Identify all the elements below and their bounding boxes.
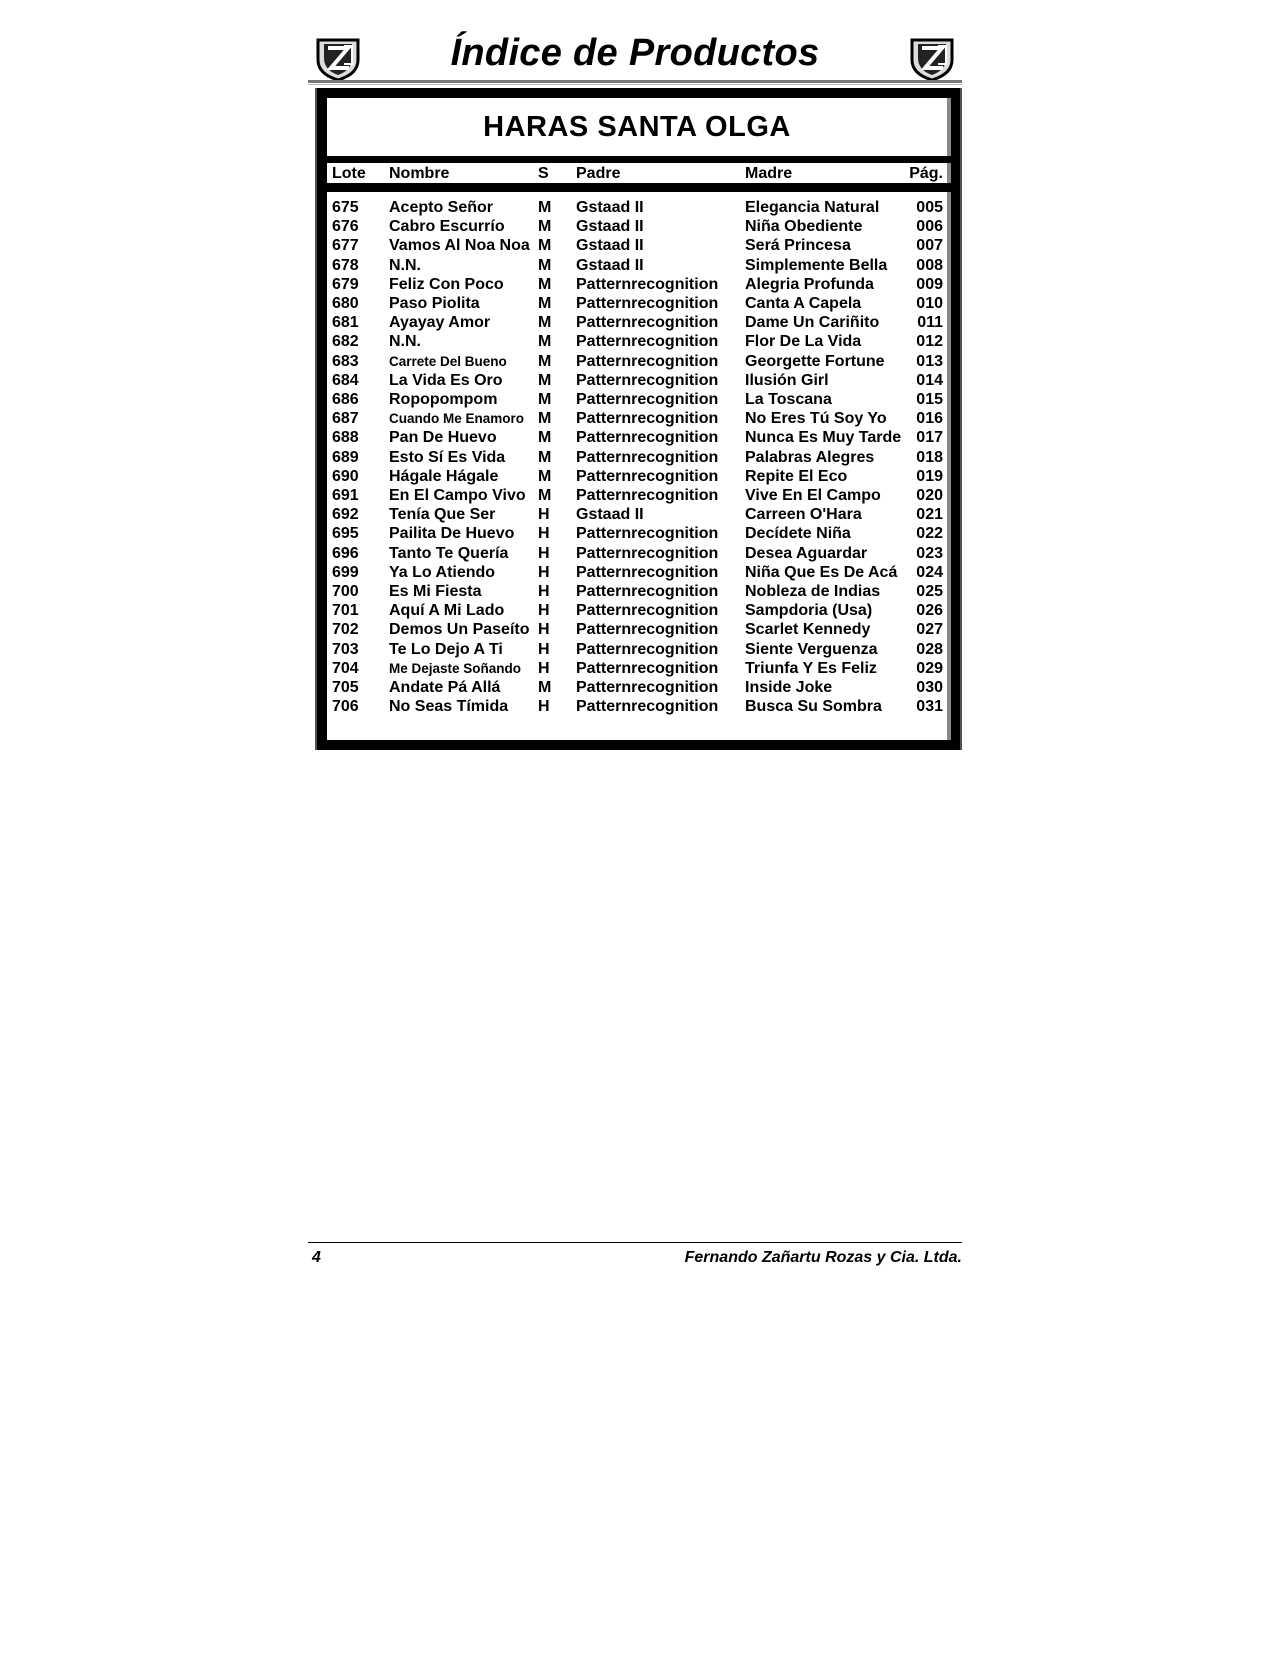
table-row bbox=[327, 582, 947, 601]
cell-nombre: Demos Un Paseíto bbox=[389, 621, 530, 639]
cell-lote: 703 bbox=[332, 640, 359, 658]
table-row bbox=[327, 313, 947, 332]
cell-pagina: 029 bbox=[916, 659, 943, 677]
cell-sexo: M bbox=[538, 333, 552, 351]
table-row bbox=[327, 697, 947, 716]
cell-madre: Repite El Eco bbox=[745, 467, 848, 485]
cell-pagina: 025 bbox=[916, 583, 943, 600]
cell-sexo: M bbox=[538, 429, 552, 447]
cell-pagina: 024 bbox=[916, 563, 943, 581]
cell-padre: Patternrecognition bbox=[576, 525, 719, 543]
table-row bbox=[327, 524, 947, 543]
cell-lote: 684 bbox=[332, 371, 359, 389]
cell-sexo: H bbox=[538, 621, 550, 639]
cell-madre: Carreen O'Hara bbox=[745, 506, 862, 524]
table-row bbox=[327, 467, 947, 486]
cell-lote: 690 bbox=[332, 467, 359, 485]
cell-madre: Canta A Capela bbox=[745, 295, 862, 312]
cell-padre: Gstaad II bbox=[576, 237, 644, 255]
cell-lote: 696 bbox=[332, 544, 359, 562]
cell-padre: Gstaad II bbox=[576, 199, 644, 216]
cell-padre: Patternrecognition bbox=[576, 467, 719, 485]
table-row bbox=[327, 371, 947, 390]
page-number: 4 bbox=[312, 1249, 321, 1266]
cell-sexo: M bbox=[538, 218, 552, 236]
cell-pagina: 017 bbox=[916, 429, 943, 447]
cell-sexo: M bbox=[538, 237, 552, 255]
cell-pagina: 007 bbox=[916, 237, 943, 255]
cell-sexo: H bbox=[538, 583, 550, 600]
cell-nombre: Cabro Escurrío bbox=[389, 218, 505, 236]
cell-madre: Inside Joke bbox=[745, 679, 833, 696]
cell-padre: Patternrecognition bbox=[576, 698, 719, 716]
cell-padre: Patternrecognition bbox=[576, 391, 719, 408]
cell-nombre: Feliz Con Poco bbox=[389, 275, 504, 293]
column-header-padre: Padre bbox=[576, 165, 621, 182]
table-row bbox=[327, 620, 947, 639]
table-row bbox=[327, 601, 947, 620]
cell-madre: Scarlet Kennedy bbox=[745, 621, 871, 639]
cell-sexo: M bbox=[538, 295, 552, 312]
table-row bbox=[327, 275, 947, 294]
table-row bbox=[327, 428, 947, 447]
cell-lote: 683 bbox=[332, 352, 359, 370]
cell-nombre: Esto Sí Es Vida bbox=[389, 448, 506, 466]
cell-sexo: H bbox=[538, 525, 550, 543]
cell-pagina: 018 bbox=[916, 448, 943, 466]
cell-nombre: Vamos Al Noa Noa bbox=[389, 237, 530, 255]
cell-pagina: 021 bbox=[916, 506, 943, 524]
cell-nombre: Acepto Señor bbox=[389, 199, 494, 216]
table-body bbox=[327, 192, 951, 740]
cell-madre: Sampdoria (Usa) bbox=[745, 602, 873, 620]
cell-sexo: H bbox=[538, 506, 550, 524]
cell-lote: 675 bbox=[332, 199, 359, 216]
cell-pagina: 015 bbox=[916, 391, 943, 408]
column-header-lote: Lote bbox=[332, 165, 366, 182]
cell-pagina: 020 bbox=[916, 487, 943, 504]
column-header-nombre: Nombre bbox=[389, 165, 450, 182]
section-title: HARAS SANTA OLGA bbox=[483, 111, 791, 143]
cell-sexo: H bbox=[538, 544, 550, 562]
cell-nombre: No Seas Tímida bbox=[389, 698, 509, 716]
cell-pagina: 027 bbox=[916, 621, 943, 639]
cell-nombre: Te Lo Dejo A Ti bbox=[389, 640, 503, 658]
cell-pagina: 016 bbox=[916, 410, 943, 428]
cell-nombre: Ya Lo Atiendo bbox=[389, 563, 496, 581]
table-row bbox=[327, 563, 947, 582]
cell-pagina: 008 bbox=[916, 256, 943, 274]
cell-padre: Gstaad II bbox=[576, 256, 644, 274]
cell-madre: Niña Que Es De Acá bbox=[745, 563, 898, 581]
cell-nombre: Pailita De Huevo bbox=[389, 525, 515, 543]
cell-pagina: 022 bbox=[916, 525, 943, 543]
cell-lote: 705 bbox=[332, 679, 359, 696]
cell-padre: Patternrecognition bbox=[576, 621, 719, 639]
section-title-box bbox=[327, 98, 951, 156]
cell-lote: 682 bbox=[332, 333, 359, 351]
table-row bbox=[327, 505, 947, 524]
cell-lote: 704 bbox=[332, 659, 359, 677]
cell-padre: Patternrecognition bbox=[576, 295, 719, 312]
cell-sexo: M bbox=[538, 199, 552, 216]
cell-padre: Patternrecognition bbox=[576, 410, 719, 428]
table-row bbox=[327, 448, 947, 467]
cell-pagina: 014 bbox=[916, 371, 943, 389]
cell-madre: Alegria Profunda bbox=[745, 275, 874, 293]
cell-madre: Elegancia Natural bbox=[745, 199, 880, 216]
table-row bbox=[327, 294, 947, 313]
cell-sexo: M bbox=[538, 679, 552, 696]
header-divider bbox=[308, 80, 962, 83]
cell-padre: Patternrecognition bbox=[576, 679, 719, 696]
cell-padre: Patternrecognition bbox=[576, 314, 719, 332]
cell-lote: 689 bbox=[332, 448, 359, 466]
cell-padre: Patternrecognition bbox=[576, 371, 719, 389]
cell-padre: Patternrecognition bbox=[576, 429, 719, 447]
cell-sexo: M bbox=[538, 391, 552, 408]
cell-pagina: 010 bbox=[916, 295, 943, 312]
cell-madre: Siente Verguenza bbox=[745, 640, 878, 658]
table-header-row bbox=[327, 164, 947, 183]
cell-lote: 681 bbox=[332, 314, 359, 332]
cell-sexo: H bbox=[538, 640, 550, 658]
cell-nombre: Pan De Huevo bbox=[389, 429, 497, 447]
page-title: Índice de Productos bbox=[450, 32, 820, 74]
cell-madre: Será Princesa bbox=[745, 237, 851, 255]
cell-nombre: Andate Pá Allá bbox=[389, 679, 501, 696]
cell-lote: 700 bbox=[332, 583, 359, 600]
cell-madre: Nunca Es Muy Tarde bbox=[745, 429, 902, 447]
cell-lote: 686 bbox=[332, 391, 359, 408]
cell-lote: 692 bbox=[332, 506, 359, 524]
cell-nombre: Me Dejaste Soñando bbox=[389, 660, 522, 676]
cell-padre: Patternrecognition bbox=[576, 333, 719, 351]
cell-sexo: H bbox=[538, 698, 550, 716]
cell-lote: 676 bbox=[332, 218, 359, 236]
cell-madre: Ilusión Girl bbox=[745, 371, 829, 389]
cell-padre: Patternrecognition bbox=[576, 563, 719, 581]
cell-pagina: 023 bbox=[916, 544, 943, 562]
cell-madre: Simplemente Bella bbox=[745, 256, 888, 274]
cell-lote: 706 bbox=[332, 698, 359, 716]
cell-sexo: H bbox=[538, 602, 550, 620]
cell-madre: No Eres Tú Soy Yo bbox=[745, 410, 887, 428]
cell-nombre: Carrete Del Bueno bbox=[389, 353, 507, 369]
cell-madre: Nobleza de Indias bbox=[745, 583, 881, 600]
table-row bbox=[327, 236, 947, 255]
cell-madre: Busca Su Sombra bbox=[745, 698, 882, 716]
cell-lote: 691 bbox=[332, 487, 359, 504]
cell-madre: Niña Obediente bbox=[745, 218, 863, 236]
cell-lote: 680 bbox=[332, 295, 359, 312]
cell-sexo: M bbox=[538, 467, 552, 485]
cell-lote: 695 bbox=[332, 525, 359, 543]
cell-nombre: Ropopompom bbox=[389, 391, 498, 408]
cell-madre: Dame Un Cariñito bbox=[745, 314, 880, 332]
table-row bbox=[327, 352, 947, 371]
table-row bbox=[327, 198, 947, 217]
cell-padre: Patternrecognition bbox=[576, 602, 719, 620]
table-row bbox=[327, 678, 947, 697]
cell-nombre: Es Mi Fiesta bbox=[389, 583, 482, 600]
cell-nombre: Hágale Hágale bbox=[389, 467, 499, 485]
cell-padre: Gstaad II bbox=[576, 218, 644, 236]
cell-nombre: N.N. bbox=[389, 333, 421, 351]
cell-pagina: 013 bbox=[916, 352, 943, 370]
table-row bbox=[327, 217, 947, 236]
cell-padre: Patternrecognition bbox=[576, 448, 719, 466]
cell-madre: Georgette Fortune bbox=[745, 352, 885, 370]
cell-madre: Decídete Niña bbox=[745, 525, 851, 543]
table-row bbox=[327, 640, 947, 659]
cell-lote: 699 bbox=[332, 563, 359, 581]
cell-sexo: M bbox=[538, 352, 552, 370]
cell-padre: Patternrecognition bbox=[576, 544, 719, 562]
cell-sexo: M bbox=[538, 410, 552, 428]
table-row bbox=[327, 544, 947, 563]
table-row bbox=[327, 409, 947, 428]
cell-pagina: 031 bbox=[916, 698, 943, 716]
table-row bbox=[327, 332, 947, 351]
cell-pagina: 026 bbox=[916, 602, 943, 620]
cell-lote: 677 bbox=[332, 237, 359, 255]
cell-sexo: H bbox=[538, 659, 550, 677]
cell-sexo: M bbox=[538, 275, 552, 293]
cell-madre: Vive En El Campo bbox=[745, 487, 881, 504]
cell-nombre: N.N. bbox=[389, 256, 421, 274]
cell-nombre: Tenía Que Ser bbox=[389, 506, 496, 524]
cell-lote: 702 bbox=[332, 621, 359, 639]
cell-lote: 701 bbox=[332, 602, 359, 620]
cell-nombre: La Vida Es Oro bbox=[389, 371, 503, 389]
column-header-sexo: S bbox=[538, 165, 549, 182]
table-row bbox=[327, 256, 947, 275]
cell-sexo: M bbox=[538, 487, 552, 504]
cell-padre: Patternrecognition bbox=[576, 487, 719, 504]
cell-madre: Flor De La Vida bbox=[745, 333, 862, 351]
cell-lote: 688 bbox=[332, 429, 359, 447]
cell-madre: Desea Aguardar bbox=[745, 544, 868, 562]
cell-padre: Patternrecognition bbox=[576, 640, 719, 658]
cell-sexo: M bbox=[538, 256, 552, 274]
cell-nombre: Aquí A Mi Lado bbox=[389, 602, 505, 620]
cell-madre: Palabras Alegres bbox=[745, 448, 875, 466]
cell-lote: 687 bbox=[332, 410, 359, 428]
cell-pagina: 012 bbox=[916, 333, 943, 351]
column-header-madre: Madre bbox=[745, 165, 793, 182]
company-logo-icon bbox=[908, 34, 956, 82]
cell-nombre: En El Campo Vivo bbox=[389, 487, 526, 504]
cell-pagina: 019 bbox=[916, 467, 943, 485]
cell-padre: Patternrecognition bbox=[576, 275, 719, 293]
cell-pagina: 009 bbox=[916, 275, 943, 293]
header-divider bbox=[308, 84, 962, 85]
cell-padre: Gstaad II bbox=[576, 506, 644, 524]
cell-madre: La Toscana bbox=[745, 391, 832, 408]
cell-sexo: M bbox=[538, 371, 552, 389]
column-header-pagina: Pág. bbox=[909, 165, 943, 182]
cell-pagina: 005 bbox=[916, 199, 943, 216]
cell-nombre: Ayayay Amor bbox=[389, 314, 491, 332]
cell-lote: 678 bbox=[332, 256, 359, 274]
company-name: Fernando Zañartu Rozas y Cia. Ltda. bbox=[684, 1249, 962, 1266]
cell-nombre: Tanto Te Quería bbox=[389, 544, 509, 562]
footer-divider bbox=[308, 1242, 962, 1243]
cell-pagina: 006 bbox=[916, 218, 943, 236]
cell-pagina: 028 bbox=[916, 640, 943, 658]
cell-lote: 679 bbox=[332, 275, 359, 293]
cell-padre: Patternrecognition bbox=[576, 659, 719, 677]
table-header bbox=[327, 163, 951, 183]
cell-sexo: M bbox=[538, 314, 552, 332]
cell-nombre: Paso Piolita bbox=[389, 295, 480, 312]
cell-padre: Patternrecognition bbox=[576, 352, 719, 370]
product-index-table bbox=[315, 88, 962, 750]
cell-madre: Triunfa Y Es Feliz bbox=[745, 659, 877, 677]
cell-nombre: Cuando Me Enamoro bbox=[389, 411, 525, 427]
table-row bbox=[327, 486, 947, 505]
table-row bbox=[327, 659, 947, 678]
cell-pagina: 030 bbox=[916, 679, 943, 696]
cell-sexo: M bbox=[538, 448, 552, 466]
cell-sexo: H bbox=[538, 563, 550, 581]
cell-padre: Patternrecognition bbox=[576, 583, 719, 600]
cell-pagina: 011 bbox=[917, 314, 943, 332]
table-row bbox=[327, 390, 947, 409]
